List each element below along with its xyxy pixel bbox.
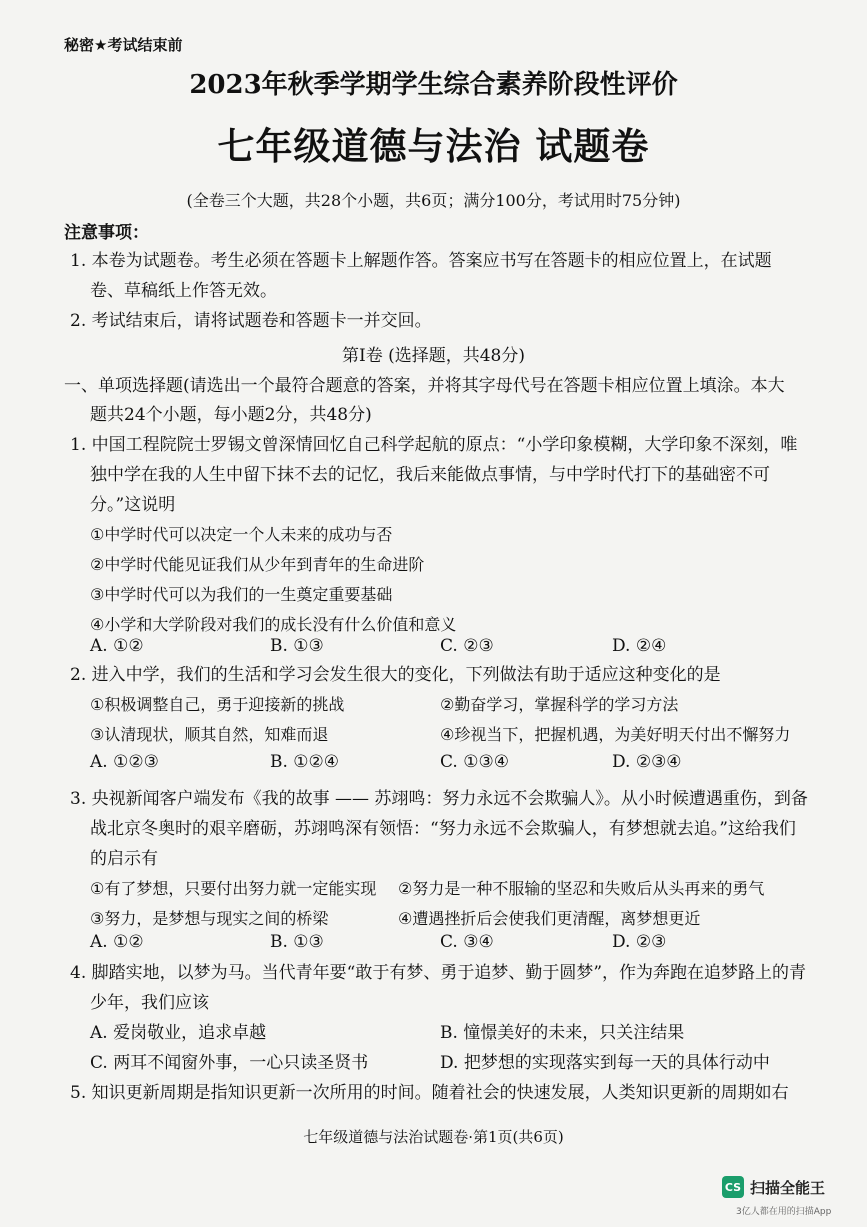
exam-info: (全卷三个大题，共28个小题，共6页；满分100分，考试用时75分钟) [186, 191, 681, 210]
notice-item-2: 2. 考试结束后，请将试题卷和答题卡一并交回。 [70, 311, 432, 331]
q2-statement-3: ③认清现状，顺其自然，知难而退 [90, 725, 329, 744]
notice-item-1-line1: 1. 本卷为试题卷。考生必须在答题卡上解题作答。答案应书写在答题卡的相应位置上，在试题 [70, 251, 772, 271]
q2-option-a: A. ①②③ [90, 752, 159, 772]
q1-statement-3: ③中学时代可以为我们的一生奠定重要基础 [90, 585, 393, 604]
q3-statement-1: ①有了梦想，只要付出努力就一定能实现 [90, 879, 377, 898]
q1-statement-4: ④小学和大学阶段对我们的成长没有什么价值和意义 [90, 615, 457, 634]
camscanner-icon: CS [722, 1176, 744, 1198]
q3-stem-line2: 战北京冬奥时的艰辛磨砺，苏翊鸣深有领悟：“努力永远不会欺骗人，有梦想就去追。”这给我们 [90, 819, 796, 839]
notice-item-1-line2: 卷、草稿纸上作答无效。 [90, 281, 277, 301]
section-title: 第Ⅰ卷 (选择题，共48分) [341, 346, 525, 366]
exam-title-line2: 七年级道德与法治 试题卷 [217, 124, 650, 168]
page-footer: 七年级道德与法治试题卷·第1页(共6页) [303, 1128, 564, 1146]
scanner-app-name: 扫描全能王 [750, 1178, 826, 1197]
q2-stem: 2. 进入中学，我们的生活和学习会发生很大的变化，下列做法有助于适应这种变化的是 [70, 665, 721, 685]
q3-option-a: A. ①② [90, 932, 144, 952]
q3-statement-3: ③努力，是梦想与现实之间的桥梁 [90, 909, 329, 928]
q2-option-b: B. ①②④ [270, 752, 340, 772]
q4-stem-line1: 4. 脚踏实地，以梦为马。当代青年要“敢于有梦、勇于追梦、勤于圆梦”，作为奔跑在追梦路上的青 [70, 963, 807, 983]
q1-stem-line2: 独中学在我的人生中留下抹不去的记忆，我后来能做点事情，与中学时代打下的基础密不可 [90, 465, 770, 485]
q3-statement-2: ②努力是一种不服输的坚忍和失败后从头再来的勇气 [398, 879, 765, 898]
q2-option-d: D. ②③④ [612, 752, 682, 772]
q3-stem-line1: 3. 央视新闻客户端发布《我的故事 —— 苏翊鸣：努力永远不会欺骗人》。从小时候遭遇重伤，到备 [70, 789, 808, 809]
q2-option-c: C. ①③④ [440, 752, 509, 772]
q2-statement-1: ①积极调整自己，勇于迎接新的挑战 [90, 695, 345, 714]
q4-option-c: C. 两耳不闻窗外事，一心只读圣贤书 [90, 1053, 369, 1073]
q1-stem-line1: 1. 中国工程院院士罗锡文曾深情回忆自己科学起航的原点：“小学印象模糊，大学印象不深刻，唯 [70, 435, 798, 455]
q1-option-d: D. ②④ [612, 636, 667, 656]
q4-option-d: D. 把梦想的实现落实到每一天的具体行动中 [440, 1053, 770, 1073]
q3-option-d: D. ②③ [612, 932, 667, 952]
q3-option-c: C. ③④ [440, 932, 494, 952]
part-instruction-line1: 一、单项选择题(请选出一个最符合题意的答案，并将其字母代号在答题卡相应位置上填涂。本大 [64, 376, 785, 396]
q5-stem-line1: 5. 知识更新周期是指知识更新一次所用的时间。随着社会的快速发展，人类知识更新的周期如右 [70, 1083, 789, 1103]
q4-option-b: B. 憧憬美好的未来，只关注结果 [440, 1023, 685, 1043]
q4-option-a: A. 爱岗敬业，追求卓越 [90, 1023, 267, 1043]
notice-heading: 注意事项： [64, 223, 149, 243]
scanner-app-tagline: 3亿人都在用的扫描App [736, 1207, 832, 1217]
q3-stem-line3: 的启示有 [90, 849, 158, 869]
q3-option-b: B. ①③ [270, 932, 324, 952]
q1-stem-line3: 分。”这说明 [90, 495, 176, 515]
q1-option-a: A. ①② [90, 636, 144, 656]
q1-statement-1: ①中学时代可以决定一个人未来的成功与否 [90, 525, 393, 544]
q3-statement-4: ④遭遇挫折后会使我们更清醒，离梦想更近 [398, 909, 701, 928]
confidential-label: 秘密★考试结束前 [64, 36, 183, 54]
exam-title-line1: 2023年秋季学期学生综合素养阶段性评价 [189, 70, 678, 100]
q2-statement-4: ④珍视当下，把握机遇，为美好明天付出不懈努力 [440, 725, 791, 744]
q1-option-c: C. ②③ [440, 636, 494, 656]
part-instruction-line2: 题共24个小题，每小题2分，共48分) [90, 405, 372, 425]
q1-statement-2: ②中学时代能见证我们从少年到青年的生命进阶 [90, 555, 425, 574]
scanner-watermark [722, 1176, 825, 1198]
q4-stem-line2: 少年，我们应该 [90, 993, 209, 1013]
q1-option-b: B. ①③ [270, 636, 324, 656]
q2-statement-2: ②勤奋学习，掌握科学的学习方法 [440, 695, 679, 714]
